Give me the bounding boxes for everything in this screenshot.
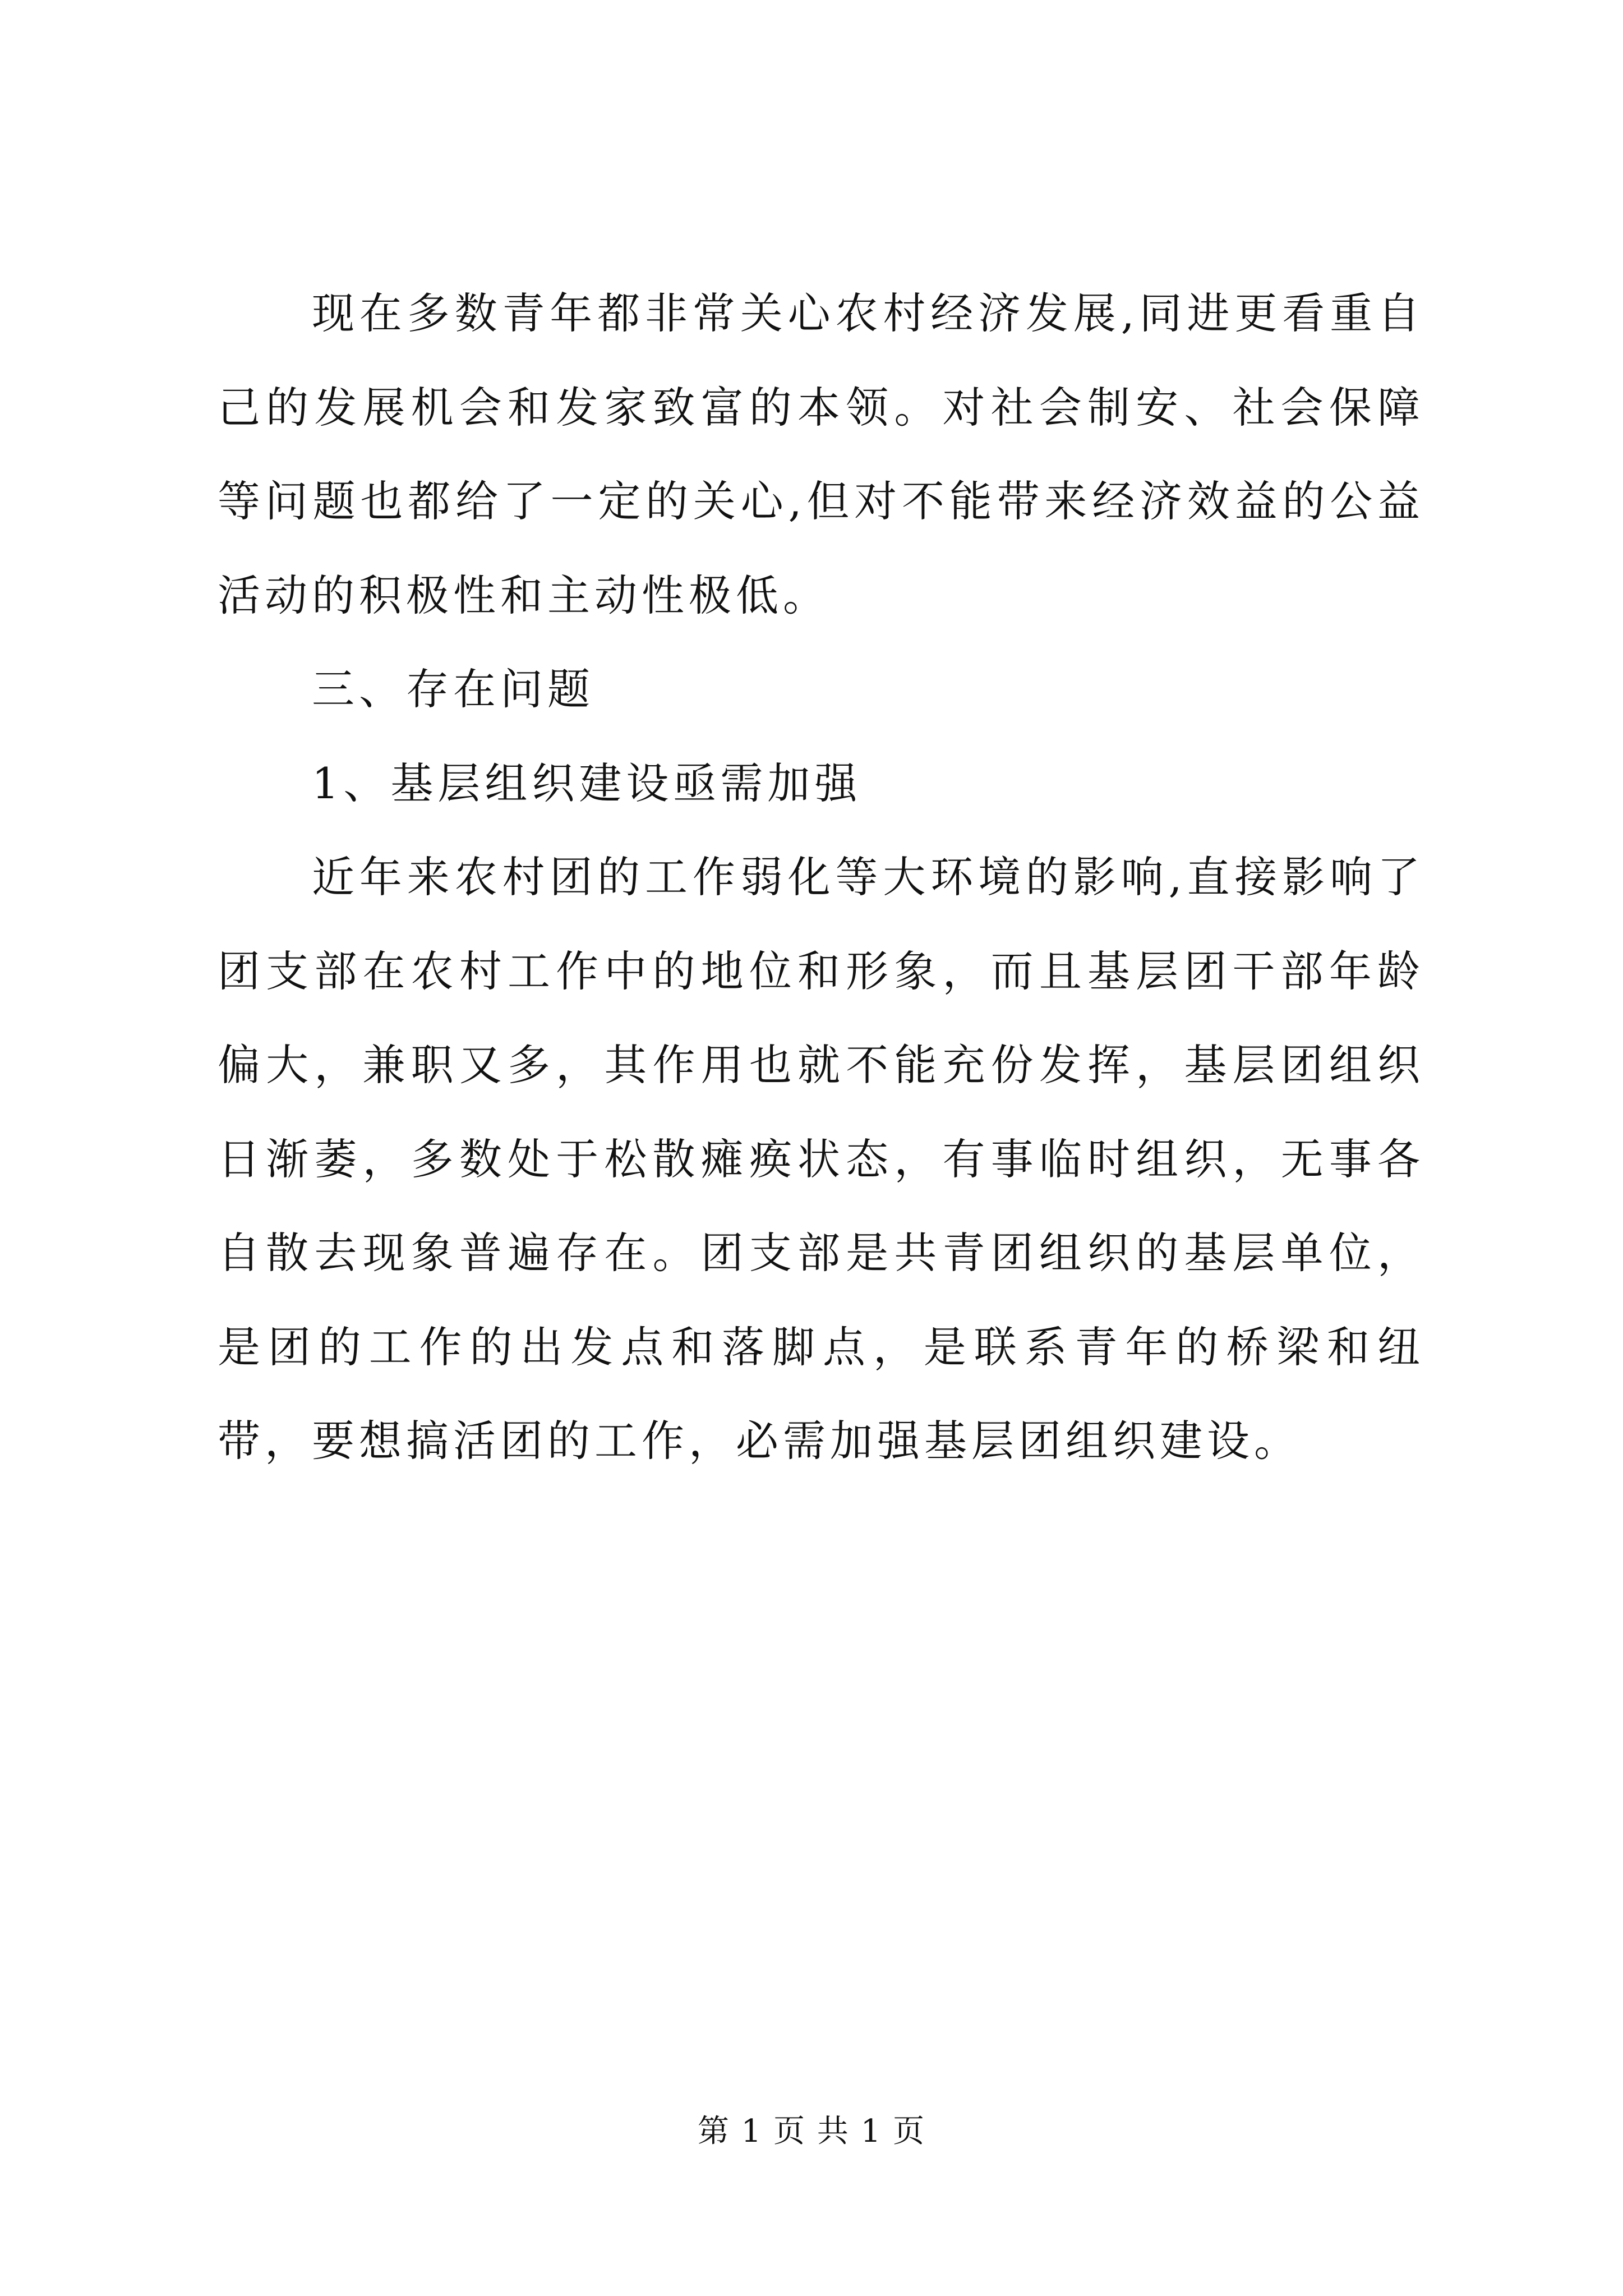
subheading-grassroots-organization: 1、基层组织建设亟需加强 — [312, 758, 862, 808]
paragraph-grassroots-organization: 近年来农村团的工作弱化等大环境的影响,直接影响了团支部在农村工作中的地位和形象，而且基层团干部年龄偏大，兼职又多，其作用也就不能充份发挥，基层团组织日渐萎，多数处于松散瘫痪状态，有事临时组织，无事各自散去现象普遍存在。团支部是共青团组织的基层单位，是团的工作的出发点和落脚点，是联系青年的桥梁和纽带，要想搞活团的工作，必需加强基层团组织建设。 — [218, 852, 1424, 1466]
section-heading-existing-problems: 三、存在问题 — [312, 664, 594, 714]
document-body — [218, 266, 1424, 1488]
paragraph-youth-concerns: 现在多数青年都非常关心农村经济发展,同进更看重自己的发展机会和发家致富的本领。对社会制安、社会保障等问题也都给了一定的关心,但对不能带来经济效益的公益活动的积极性和主动性极低。 — [218, 288, 1424, 620]
page-number-footer: 第 1 页 共 1 页 — [697, 2113, 926, 2150]
